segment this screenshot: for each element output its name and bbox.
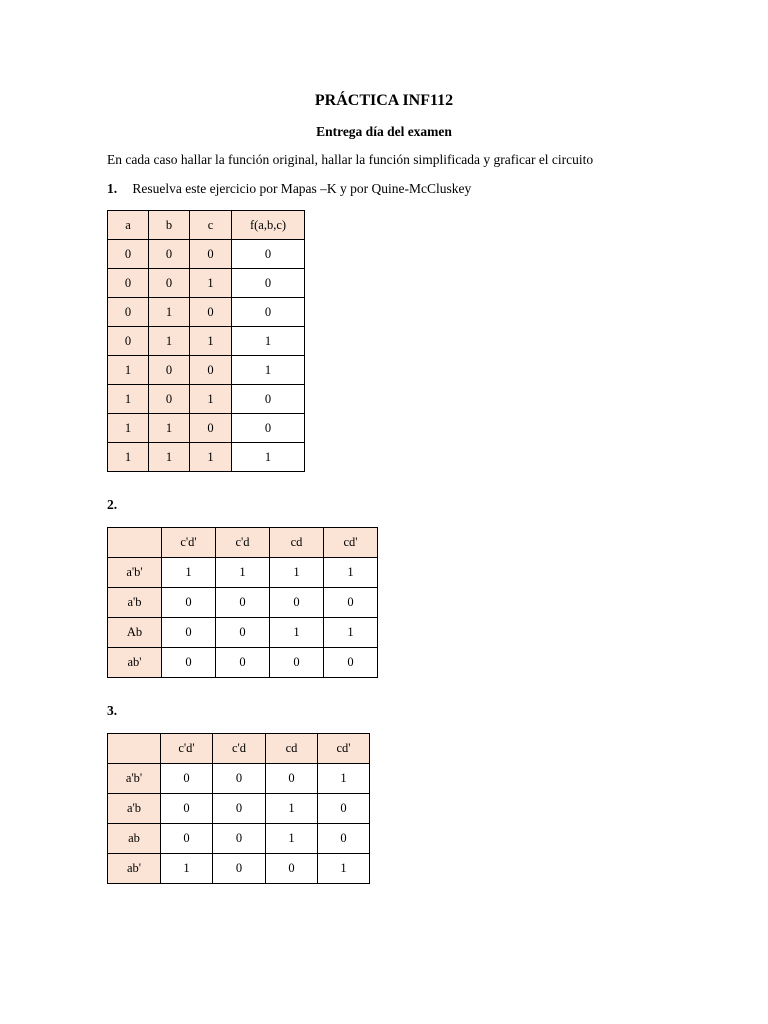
row-label-cell: a'b' — [108, 764, 161, 794]
header-cell: c'd' — [161, 734, 213, 764]
header-cell — [108, 734, 161, 764]
table-cell: 0 — [162, 618, 216, 648]
table-cell: 0 — [232, 414, 305, 443]
table-cell: 0 — [190, 414, 232, 443]
table-cell: 1 — [318, 854, 370, 884]
question-1-number: 1. — [107, 181, 118, 196]
table-row — [108, 558, 378, 588]
table-cell: 0 — [266, 764, 318, 794]
header-cell: f(a,b,c) — [232, 211, 305, 240]
table-cell: 0 — [108, 327, 149, 356]
header-cell: cd' — [324, 528, 378, 558]
table-row — [108, 824, 370, 854]
row-label-cell: ab' — [108, 648, 162, 678]
table-cell: 1 — [149, 414, 190, 443]
table-cell: 1 — [108, 356, 149, 385]
kmap-table-3 — [107, 733, 370, 884]
table-cell: 1 — [266, 794, 318, 824]
table-cell: 0 — [108, 240, 149, 269]
kmap-table-2 — [107, 527, 378, 678]
instructions-text: En cada caso hallar la función original, hallar la función simplificada y graficar el circuito — [107, 152, 594, 167]
table-cell: 1 — [266, 824, 318, 854]
table-cell: 0 — [324, 588, 378, 618]
table-cell: 0 — [324, 648, 378, 678]
table-cell: 0 — [162, 648, 216, 678]
table-cell: 0 — [213, 794, 266, 824]
table-cell: 0 — [213, 854, 266, 884]
table-header-row — [108, 211, 305, 240]
row-label-cell: ab — [108, 824, 161, 854]
table-cell: 0 — [161, 794, 213, 824]
header-cell: c'd — [213, 734, 266, 764]
table-cell: 1 — [324, 618, 378, 648]
question-1 — [107, 181, 471, 197]
table-row — [108, 618, 378, 648]
header-cell: c'd' — [162, 528, 216, 558]
table-cell: 0 — [270, 648, 324, 678]
table-header-row — [108, 734, 370, 764]
table-row — [108, 443, 305, 472]
table-row — [108, 269, 305, 298]
table-cell: 1 — [270, 618, 324, 648]
page-subtitle: Entrega día del examen — [316, 124, 452, 139]
table-row — [108, 588, 378, 618]
table-cell: 1 — [190, 327, 232, 356]
table-cell: 0 — [216, 588, 270, 618]
table-row — [108, 854, 370, 884]
table-cell: 0 — [190, 356, 232, 385]
header-cell: a — [108, 211, 149, 240]
table-row — [108, 298, 305, 327]
table-cell: 0 — [149, 356, 190, 385]
row-label-cell: a'b' — [108, 558, 162, 588]
table-header-row — [108, 528, 378, 558]
table-cell: 0 — [149, 269, 190, 298]
header-cell: c'd — [216, 528, 270, 558]
table-cell: 0 — [162, 588, 216, 618]
table-cell: 1 — [108, 414, 149, 443]
table-cell: 0 — [232, 269, 305, 298]
table-cell: 1 — [232, 443, 305, 472]
page-title: PRÁCTICA INF112 — [314, 92, 454, 109]
table-cell: 0 — [318, 794, 370, 824]
header-cell: cd — [270, 528, 324, 558]
table-cell: 1 — [149, 298, 190, 327]
table-cell: 1 — [270, 558, 324, 588]
table-row — [108, 327, 305, 356]
table-row — [108, 794, 370, 824]
header-cell: cd' — [318, 734, 370, 764]
table-cell: 0 — [270, 588, 324, 618]
table-cell: 1 — [190, 269, 232, 298]
table-cell: 1 — [190, 443, 232, 472]
row-label-cell: ab' — [108, 854, 161, 884]
table-cell: 0 — [108, 269, 149, 298]
row-label-cell: Ab — [108, 618, 162, 648]
table-cell: 0 — [213, 764, 266, 794]
table-row — [108, 764, 370, 794]
table-row — [108, 356, 305, 385]
header-cell: c — [190, 211, 232, 240]
table-row — [108, 240, 305, 269]
table-cell: 0 — [266, 854, 318, 884]
table-cell: 1 — [318, 764, 370, 794]
table-cell: 0 — [108, 298, 149, 327]
table-cell: 1 — [232, 327, 305, 356]
question-1-text: Resuelva este ejercicio por Mapas –K y por Quine-McCluskey — [132, 181, 472, 196]
table-cell: 0 — [216, 648, 270, 678]
table-cell: 1 — [149, 443, 190, 472]
table-cell: 1 — [161, 854, 213, 884]
truth-table — [107, 210, 305, 472]
header-cell: b — [149, 211, 190, 240]
table-cell: 0 — [161, 824, 213, 854]
table-cell: 0 — [149, 385, 190, 414]
table-cell: 0 — [149, 240, 190, 269]
header-cell — [108, 528, 162, 558]
table-row — [108, 385, 305, 414]
table-cell: 0 — [232, 240, 305, 269]
table-cell: 0 — [190, 298, 232, 327]
table-cell: 0 — [213, 824, 266, 854]
row-label-cell: a'b — [108, 794, 161, 824]
table-cell: 0 — [318, 824, 370, 854]
table-row — [108, 648, 378, 678]
table-cell: 0 — [190, 240, 232, 269]
header-cell: cd — [266, 734, 318, 764]
row-label-cell: a'b — [108, 588, 162, 618]
table-cell: 1 — [162, 558, 216, 588]
table-cell: 1 — [232, 356, 305, 385]
table-row — [108, 414, 305, 443]
question-2-number: 2. — [107, 497, 118, 512]
table-cell: 1 — [324, 558, 378, 588]
table-cell: 0 — [216, 618, 270, 648]
table-cell: 0 — [232, 385, 305, 414]
table-cell: 0 — [232, 298, 305, 327]
table-cell: 1 — [149, 327, 190, 356]
table-cell: 1 — [216, 558, 270, 588]
table-cell: 1 — [190, 385, 232, 414]
table-cell: 0 — [161, 764, 213, 794]
question-3-number: 3. — [107, 703, 118, 718]
table-cell: 1 — [108, 443, 149, 472]
table-cell: 1 — [108, 385, 149, 414]
